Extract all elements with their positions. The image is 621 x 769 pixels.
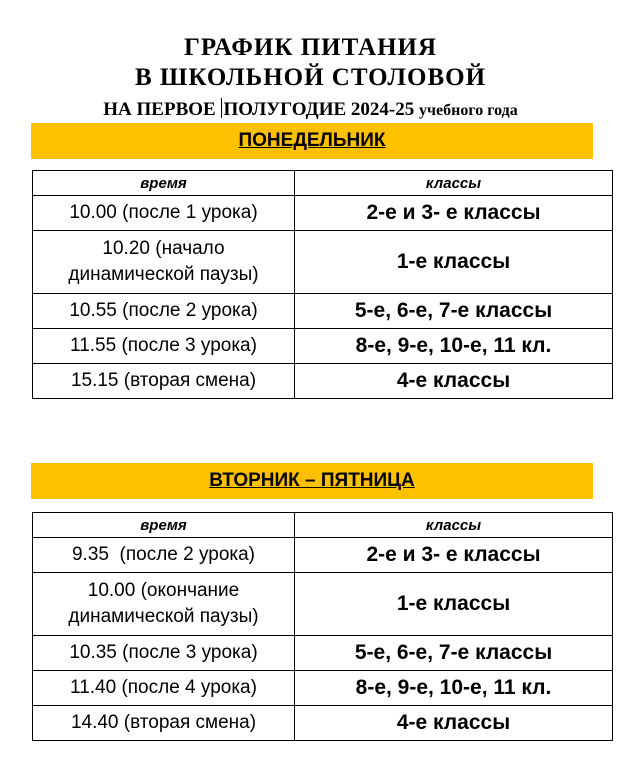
classes-cell: 8-е, 9-е, 10-е, 11 кл. xyxy=(295,671,613,706)
time-cell: 10.55 (после 2 урока) xyxy=(33,294,295,329)
title-line-3-part-1: НА ПЕРВОЕ xyxy=(103,99,221,120)
table-row xyxy=(33,706,613,741)
time-cell xyxy=(33,231,295,294)
classes-cell: 1-е классы xyxy=(295,231,613,294)
day-title-tuesday-friday: ВТОРНИК – ПЯТНИЦА xyxy=(209,470,415,491)
title-line-3-part-2: ПОЛУГОДИЕ 2024-25 xyxy=(223,99,419,120)
day-band-monday xyxy=(31,123,593,159)
time-cell: 9.35 (после 2 урока) xyxy=(33,538,295,573)
time-cell xyxy=(33,573,295,636)
table-row xyxy=(33,196,613,231)
table-row xyxy=(33,636,613,671)
classes-cell: 4-е классы xyxy=(295,364,613,399)
day-band-tuesday-friday xyxy=(31,463,593,499)
table-row xyxy=(33,294,613,329)
table-header-row xyxy=(33,513,613,538)
time-cell: 15.15 (вторая смена) xyxy=(33,364,295,399)
table-header-row xyxy=(33,171,613,196)
classes-cell: 5-е, 6-е, 7-е классы xyxy=(295,294,613,329)
time-cell: 11.40 (после 4 урока) xyxy=(33,671,295,706)
column-header-classes: классы xyxy=(295,513,613,538)
schedule-table-tuesday-friday xyxy=(32,512,613,741)
column-header-classes: классы xyxy=(295,171,613,196)
time-cell: 10.00 (после 1 урока) xyxy=(33,196,295,231)
table-row xyxy=(33,671,613,706)
table-row xyxy=(33,538,613,573)
classes-cell: 2-е и 3- е классы xyxy=(295,538,613,573)
time-cell: 11.55 (после 3 урока) xyxy=(33,329,295,364)
title-line-1: ГРАФИК ПИТАНИЯ xyxy=(183,34,438,61)
title-line-2: В ШКОЛЬНОЙ СТОЛОВОЙ xyxy=(134,64,487,91)
time-cell: 14.40 (вторая смена) xyxy=(33,706,295,741)
table-row xyxy=(33,364,613,399)
time-cell: 10.35 (после 3 урока) xyxy=(33,636,295,671)
table-row xyxy=(33,329,613,364)
time-cell-line-2: динамической паузы) xyxy=(68,264,259,285)
title-line-3-part-3: учебного года xyxy=(418,102,518,119)
table-row xyxy=(33,231,613,294)
classes-cell: 8-е, 9-е, 10-е, 11 кл. xyxy=(295,329,613,364)
classes-cell: 5-е, 6-е, 7-е классы xyxy=(295,636,613,671)
column-header-time: время xyxy=(33,513,295,538)
schedule-table-monday xyxy=(32,170,613,399)
column-header-time: время xyxy=(33,171,295,196)
table-row xyxy=(33,573,613,636)
day-title-monday: ПОНЕДЕЛЬНИК xyxy=(238,130,386,151)
classes-cell: 2-е и 3- е классы xyxy=(295,196,613,231)
time-cell-line-1: 10.00 (окончание xyxy=(87,580,240,601)
time-cell-line-2: динамической паузы) xyxy=(68,606,259,627)
classes-cell: 4-е классы xyxy=(295,706,613,741)
time-cell-line-1: 10.20 (начало xyxy=(102,238,225,259)
title-line-3 xyxy=(0,98,621,121)
classes-cell: 1-е классы xyxy=(295,573,613,636)
